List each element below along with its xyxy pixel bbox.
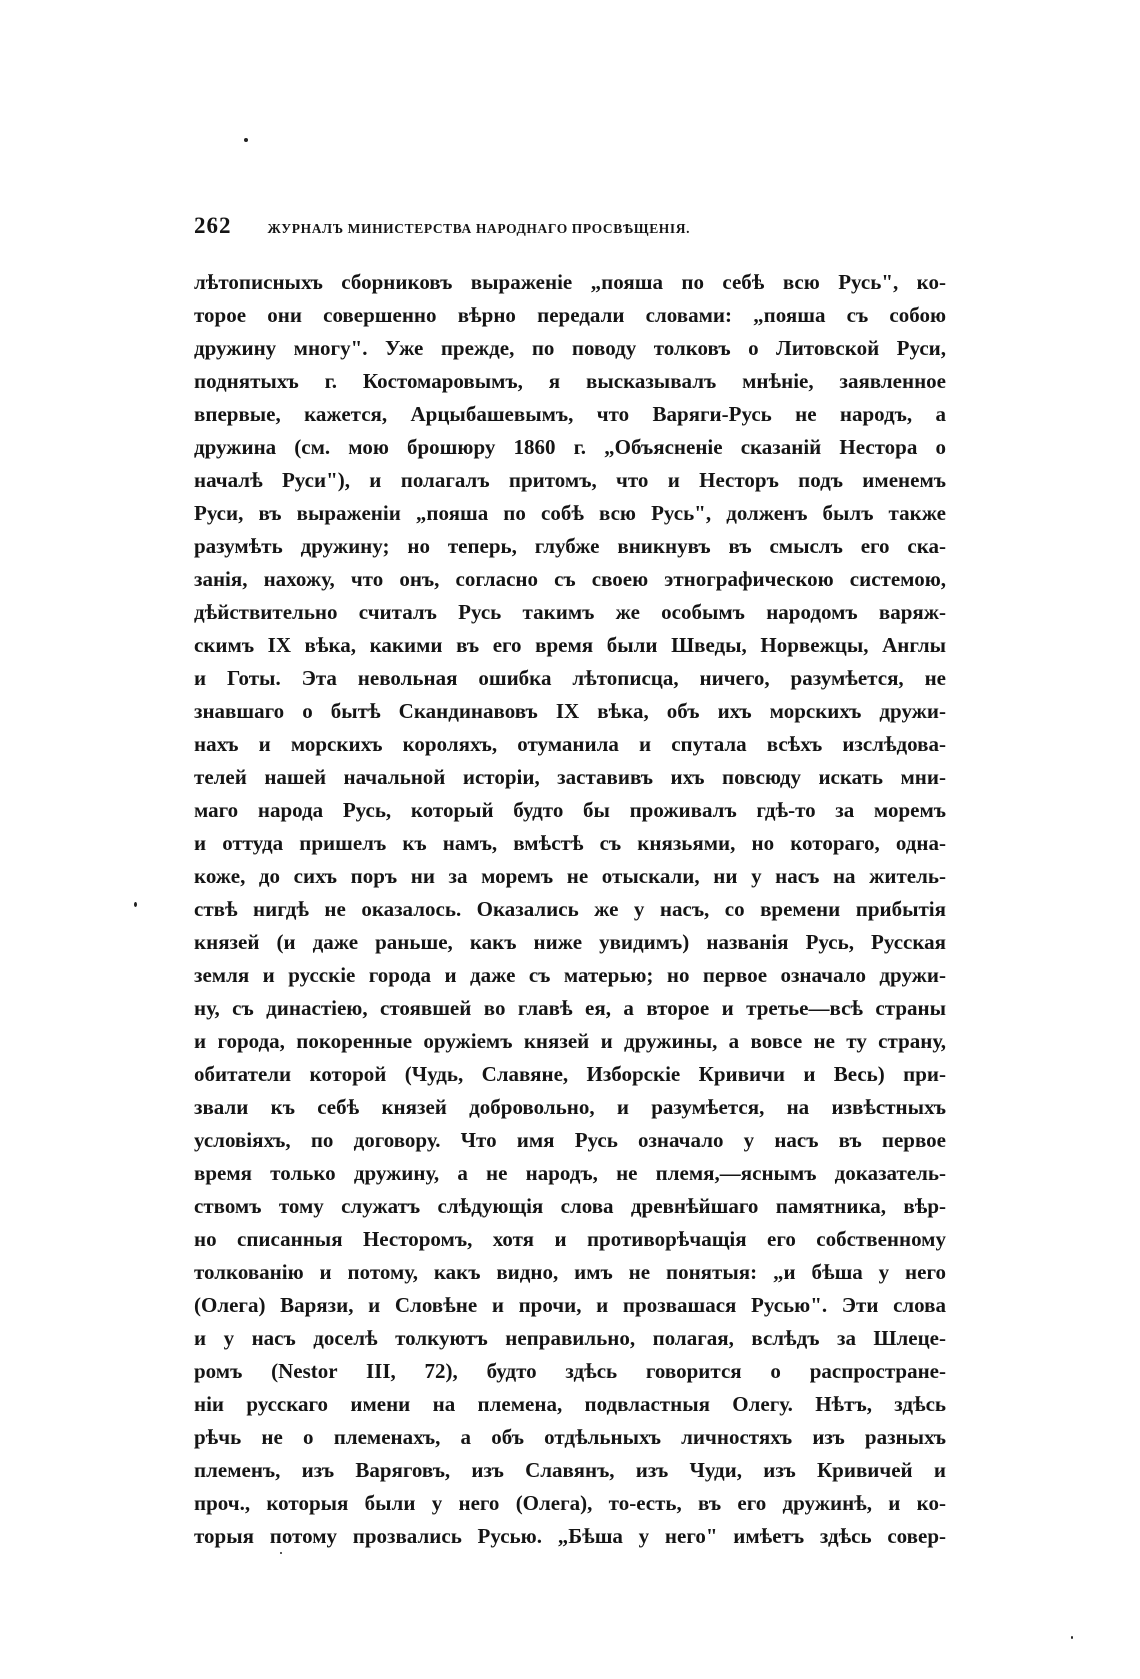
text-line: дружину многу". Уже прежде, по поводу толковъ о Литовской Руси, bbox=[194, 336, 946, 360]
scan-speck bbox=[280, 1552, 282, 1554]
text-line: дружина (см. мою брошюру 1860 г. „Объясненіе сказаній Нестора о bbox=[194, 435, 946, 459]
text-line: ну, съ династіею, стоявшей во главѣ ея, а второе и третье—всѣ страны bbox=[194, 996, 946, 1020]
text-line: и оттуда пришелъ къ намъ, вмѣстѣ съ князьями, но котораго, одна- bbox=[194, 831, 946, 855]
text-line: маго народа Русь, который будто бы проживалъ гдѣ-то за моремъ bbox=[194, 798, 946, 822]
text-line: князей (и даже раньше, какъ ниже увидимъ) названія Русь, Русская bbox=[194, 930, 946, 954]
text-line: и Готы. Эта невольная ошибка лѣтописца, ничего, разумѣется, не bbox=[194, 666, 946, 690]
text-line: земля и русскіе города и даже съ матерью; но первое означало дружи- bbox=[194, 963, 946, 987]
text-line: ніи русскаго имени на племена, подвластныя Олегу. Нѣтъ, здѣсь bbox=[194, 1392, 946, 1416]
text-line: разумѣть дружину; но теперь, глубже вникнувъ въ смыслъ его ска- bbox=[194, 534, 946, 558]
scan-speck bbox=[244, 138, 248, 142]
text-line: (Олега) Варязи, и Словѣне и прочи, и прозвашася Русью". Эти слова bbox=[194, 1293, 946, 1317]
text-line: Руси, въ выраженіи „пояша по собѣ всю Русь", долженъ былъ также bbox=[194, 501, 946, 525]
text-line: знавшаго о бытѣ Скандинавовъ IX вѣка, объ ихъ морскихъ дружи- bbox=[194, 699, 946, 723]
running-head: ЖУРНАЛЪ МИНИСТЕРСТВА НАРОДНАГО ПРОСВѢЩЕНІЯ. bbox=[267, 221, 691, 236]
text-line: поднятыхъ г. Костомаровымъ, я высказывалъ мнѣніе, заявленное bbox=[194, 369, 946, 393]
text-line: нахъ и морскихъ короляхъ, отуманила и спутала всѣхъ изслѣдова- bbox=[194, 732, 946, 756]
text-line: началѣ Руси"), и полагалъ притомъ, что и Несторъ подъ именемъ bbox=[194, 468, 946, 492]
text-line: время только дружину, а не народъ, не племя,—яснымъ доказатель- bbox=[194, 1161, 946, 1185]
page-header bbox=[194, 213, 954, 253]
text-line: племенъ, изъ Варяговъ, изъ Славянъ, изъ Чуди, изъ Кривичей и bbox=[194, 1458, 946, 1482]
text-line: и у насъ доселѣ толкуютъ неправильно, полагая, вслѣдъ за Шлеце- bbox=[194, 1326, 946, 1350]
text-line: впервые, кажется, Арцыбашевымъ, что Варяги-Русь не народъ, а bbox=[194, 402, 946, 426]
text-line: и города, покоренные оружіемъ князей и дружины, а вовсе не ту страну, bbox=[194, 1029, 946, 1053]
text-line: проч., которыя были у него (Олега), то-есть, въ его дружинѣ, и ко- bbox=[194, 1491, 946, 1515]
text-line: ствѣ нигдѣ не оказалось. Оказались же у насъ, со времени прибытія bbox=[194, 897, 946, 921]
text-line: дѣйствительно считалъ Русь такимъ же особымъ народомъ варяж- bbox=[194, 600, 946, 624]
text-line: рѣчь не о племенахъ, а объ отдѣльныхъ личностяхъ изъ разныхъ bbox=[194, 1425, 946, 1449]
text-line: лѣтописныхъ сборниковъ выраженіе „пояша по себѣ всю Русь", ко- bbox=[194, 270, 946, 294]
text-line: коже, до сихъ поръ ни за моремъ не отыскали, ни у насъ на житель- bbox=[194, 864, 946, 888]
text-line: торыя потому прозвались Русью. „Бѣша у него" имѣетъ здѣсь совер- bbox=[194, 1524, 946, 1548]
body-text bbox=[194, 266, 946, 1553]
text-line: скимъ IX вѣка, какими въ его время были Шведы, Норвежцы, Англы bbox=[194, 633, 946, 657]
text-line: ромъ (Nestor III, 72), будто здѣсь говорится о распростране- bbox=[194, 1359, 946, 1383]
text-line: толкованію и потому, какъ видно, имъ не понятыя: „и бѣша у него bbox=[194, 1260, 946, 1284]
text-line: но списанныя Несторомъ, хотя и противорѣчащія его собственному bbox=[194, 1227, 946, 1251]
text-line: условіяхъ, по договору. Что имя Русь означало у насъ въ первое bbox=[194, 1128, 946, 1152]
text-line: обитатели которой (Чудь, Славяне, Изборскіе Кривичи и Весь) при- bbox=[194, 1062, 946, 1086]
scan-speck bbox=[134, 902, 137, 907]
text-line: телей нашей начальной исторіи, заставивъ ихъ повсюду искать мни- bbox=[194, 765, 946, 789]
text-line: занія, нахожу, что онъ, согласно съ своею этнографическою системою, bbox=[194, 567, 946, 591]
text-line: ствомъ тому служатъ слѣдующія слова древнѣйшаго памятника, вѣр- bbox=[194, 1194, 946, 1218]
scan-speck bbox=[1071, 1636, 1073, 1639]
text-line: звали къ себѣ князей добровольно, и разумѣется, на извѣстныхъ bbox=[194, 1095, 946, 1119]
page-number: 262 bbox=[194, 213, 232, 238]
text-line: торое они совершенно вѣрно передали словами: „пояша съ собою bbox=[194, 303, 946, 327]
